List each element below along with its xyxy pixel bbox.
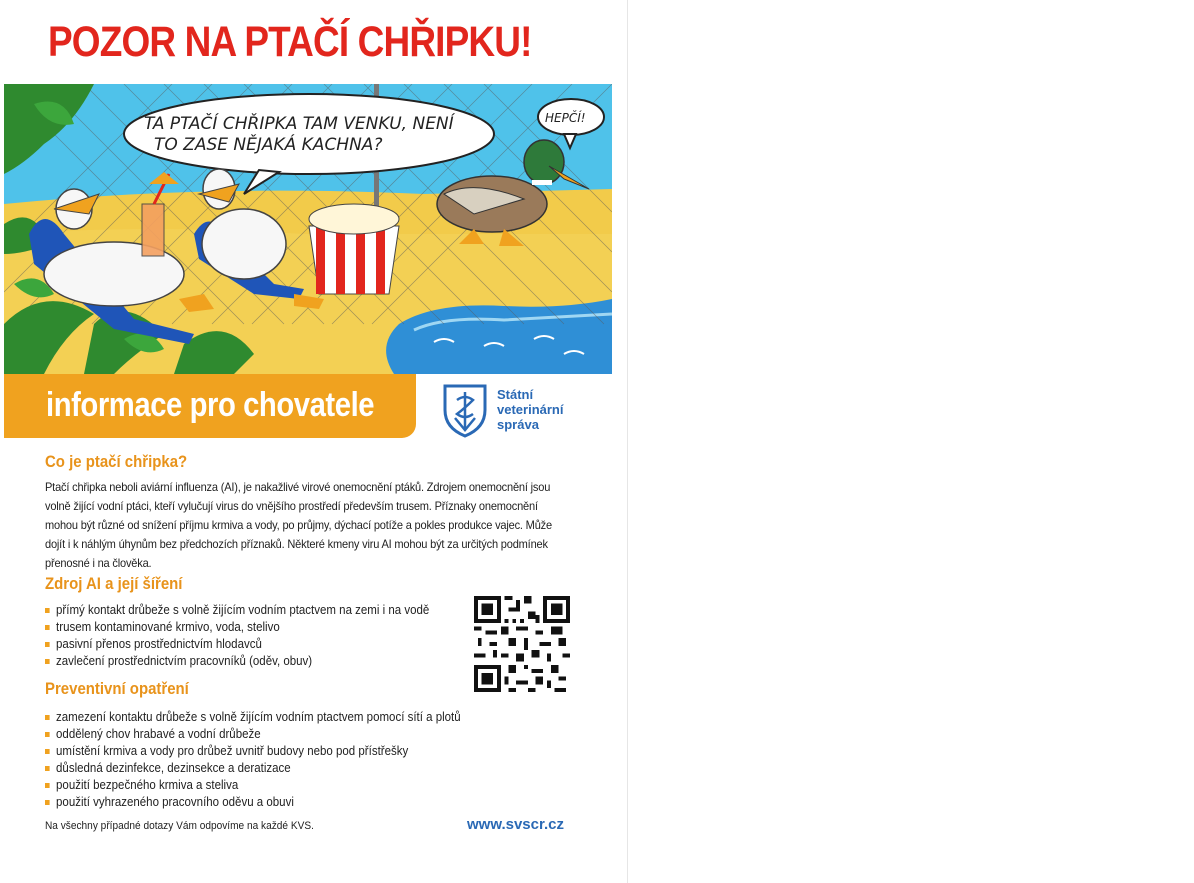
duck-speech-text: HEPČÍ! xyxy=(545,111,586,125)
list-item: použití bezpečného krmiva a steliva xyxy=(45,777,461,794)
list-item: přímý kontakt drůbeže s volně žijícím vodním ptactvem na zemi i na vodě xyxy=(45,602,429,619)
section-prevention xyxy=(45,679,497,811)
logo-line-3: správa xyxy=(497,417,539,432)
website-link[interactable]: www.svscr.cz xyxy=(467,816,565,833)
list-item: použití vyhrazeného pracovního oděvu a obuvi xyxy=(45,794,461,811)
audience-banner-text: informace pro chovatele xyxy=(46,386,375,424)
audience-banner xyxy=(4,374,416,438)
list-item: zavlečení prostřednictvím pracovníků (oděv, obuv) xyxy=(45,653,429,670)
list-item: důsledná dezinfekce, dezinsekce a deratizace xyxy=(45,760,461,777)
section-what-is xyxy=(45,452,575,573)
speech-text-line-2: TO ZASE NĚJAKÁ KACHNA? xyxy=(154,135,383,155)
cartoon-scene-svg xyxy=(4,84,612,374)
section-heading: Zdroj AI a její šíření xyxy=(45,574,183,593)
leaflet-title: POZOR NA PTAČÍ CHŘIPKU! xyxy=(48,18,532,66)
list-item: pasivní přenos prostřednictvím hlodavců xyxy=(45,636,429,653)
speech-text-line-1: TA PTAČÍ CHŘIPKA TAM VENKU, NENÍ xyxy=(144,114,454,134)
section-heading: Co je ptačí chřipka? xyxy=(45,452,188,471)
logo-line-1: Státní xyxy=(497,387,534,402)
logo-line-2: veterinární xyxy=(497,402,564,417)
list-item: trusem kontaminované krmivo, voda, stelivo xyxy=(45,619,429,636)
list-item: umístění krmiva a vody pro drůbež uvnitř budovy nebo pod přístřešky xyxy=(45,743,461,760)
list-item: zamezení kontaktu drůbeže s volně žijícím vodním ptactvem pomocí sítí a plotů xyxy=(45,709,461,726)
footer-note: Na všechny případné dotazy Vám odpovíme na každé KVS. xyxy=(45,820,314,832)
section-heading: Preventivní opatření xyxy=(45,679,189,698)
section-source-spread xyxy=(45,574,463,670)
cartoon-illustration xyxy=(4,84,612,374)
bullet-list xyxy=(45,602,463,670)
bullet-list xyxy=(45,709,497,811)
shield-icon xyxy=(443,384,487,438)
section-paragraph: Ptačí chřipka neboli aviární influenza (AI), je nakažlivé virové onemocnění ptáků. Zdrojem onemocnění jsou volně žijící vodní ptáci, kteří vylučují virus do vnějšího prostředí především trusem. Příznaky onemocnění mohou být různé od snížení příjmu krmiva a vody, po průjmy, dýchací potíže a pokles produkce vajec. Může dojít i k náhlým úhynům bez předchozích příznaků. Některé kmeny viru AI mohou být za určitých podmínek přenosné i na člověka. xyxy=(45,480,552,570)
qr-code[interactable] xyxy=(474,596,570,692)
logo-text xyxy=(497,387,563,432)
list-item: oddělený chov hrabavé a vodní drůbeže xyxy=(45,726,461,743)
svs-logo xyxy=(443,384,593,444)
